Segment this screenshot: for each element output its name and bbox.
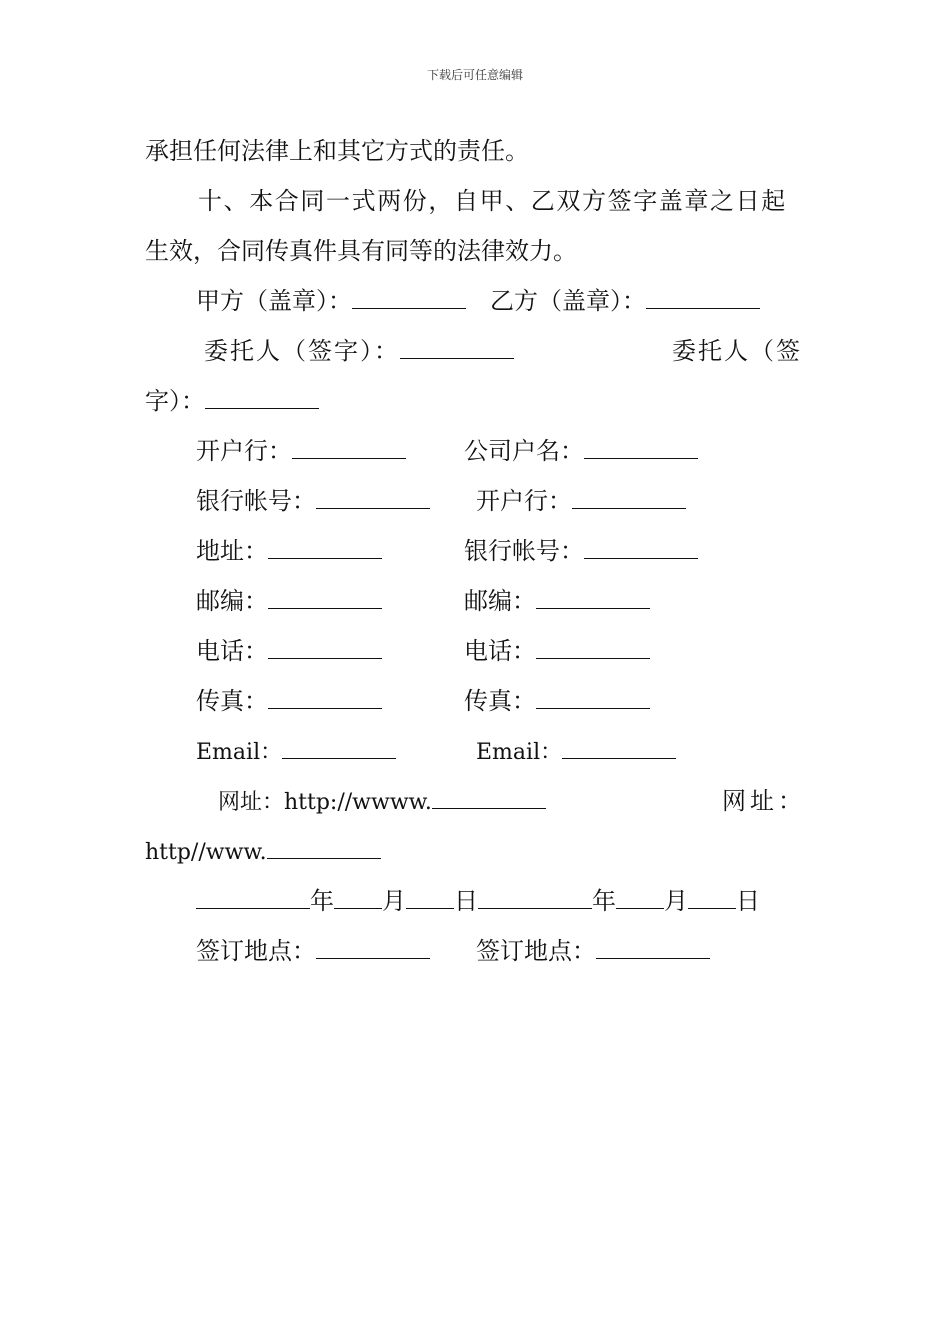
party-a-address-blank[interactable] [268,536,382,559]
party-b-day-label: 日 [736,887,760,915]
party-b-email-blank[interactable] [562,736,676,759]
party-a-seal-label: 甲方（盖章）： [196,287,352,315]
party-a-day-label: 日 [454,887,478,915]
party-a-seal [196,286,466,316]
party-a-fax-label: 传真： [196,687,268,715]
party-a-place [196,936,430,966]
party-b-year-label: 年 [592,887,616,915]
party-a-phone-blank[interactable] [268,636,382,659]
party-a-phone [196,636,382,666]
party-b-website-value: http//www. [145,840,267,865]
party-a-postcode [196,586,382,616]
party-b-fax [464,686,650,716]
party-b-account [464,536,698,566]
party-b-month-blank[interactable] [616,886,664,909]
party-b-phone-label: 电话： [464,637,536,665]
party-a-account [196,486,430,516]
party-b-account-name-label: 公司户名： [464,437,584,465]
party-b-website [145,836,381,868]
party-a-seal-blank[interactable] [352,286,466,309]
party-a-postcode-label: 邮编： [196,587,268,615]
party-a-fax-blank[interactable] [268,686,382,709]
page-header: 下载后可任意编辑 [426,68,523,82]
clause-10-line2: 生效，合同传真件具有同等的法律效力。 [145,237,577,265]
party-b-phone-blank[interactable] [536,636,650,659]
party-b-email-label: Email： [476,740,563,765]
party-a-account-blank[interactable] [316,486,430,509]
party-b-place-blank[interactable] [596,936,710,959]
party-b-agent [145,386,319,416]
text-line: 承担任何法律上和其它方式的责任。 [145,137,529,165]
party-a-month-label: 月 [382,887,406,915]
party-a-bank-label: 开户行： [196,437,292,465]
party-a-website [218,786,546,818]
signing-dates [196,886,760,916]
party-b-account-label: 银行帐号： [464,537,584,565]
party-a-website-label: 网址：http://wwww. [218,790,432,815]
party-b-website-label: 网址： [722,787,806,815]
party-a-email-blank[interactable] [282,736,396,759]
party-b-fax-label: 传真： [464,687,536,715]
party-a-agent-blank[interactable] [400,336,514,359]
party-b-website-blank[interactable] [267,836,381,859]
party-b-bank-label: 开户行： [476,487,572,515]
party-a-email [196,736,396,768]
party-a-address-label: 地址： [196,537,268,565]
party-a-postcode-blank[interactable] [268,586,382,609]
party-a-email-label: Email： [196,740,283,765]
party-b-seal-blank[interactable] [646,286,760,309]
party-b-postcode-blank[interactable] [536,586,650,609]
party-b-account-blank[interactable] [584,536,698,559]
party-a-place-blank[interactable] [316,936,430,959]
party-b-bank [476,486,686,516]
party-b-account-name-blank[interactable] [584,436,698,459]
party-b-phone [464,636,650,666]
clause-10-line1: 十、本合同一式两份，自甲、乙双方签字盖章之日起 [198,187,787,215]
party-b-email [476,736,676,768]
party-a-month-blank[interactable] [334,886,382,909]
party-b-seal-label: 乙方（盖章）： [490,287,646,315]
party-a-fax [196,686,382,716]
party-a-bank-blank[interactable] [292,436,406,459]
party-b-agent-label-part1: 委托人（签 [672,337,802,365]
party-a-phone-label: 电话： [196,637,268,665]
party-a-account-label: 银行帐号： [196,487,316,515]
party-a-website-blank[interactable] [432,786,546,809]
party-b-year-blank[interactable] [478,886,592,909]
party-b-account-name [464,436,698,466]
party-a-year-label: 年 [310,887,334,915]
party-b-fax-blank[interactable] [536,686,650,709]
party-a-place-label: 签订地点： [196,937,316,965]
party-a-agent [204,336,514,366]
party-a-year-blank[interactable] [196,886,310,909]
party-b-agent-label-part2: 字）： [145,387,205,415]
party-a-bank [196,436,406,466]
party-b-place-label: 签订地点： [476,937,596,965]
party-b-postcode-label: 邮编： [464,587,536,615]
party-b-agent-blank[interactable] [205,386,319,409]
party-a-day-blank[interactable] [406,886,454,909]
party-b-place [476,936,710,966]
party-b-day-blank[interactable] [688,886,736,909]
party-b-month-label: 月 [664,887,688,915]
party-a-address [196,536,382,566]
party-b-postcode [464,586,650,616]
party-b-seal [490,286,760,316]
party-b-bank-blank[interactable] [572,486,686,509]
party-a-agent-label: 委托人（签字）： [204,337,400,365]
